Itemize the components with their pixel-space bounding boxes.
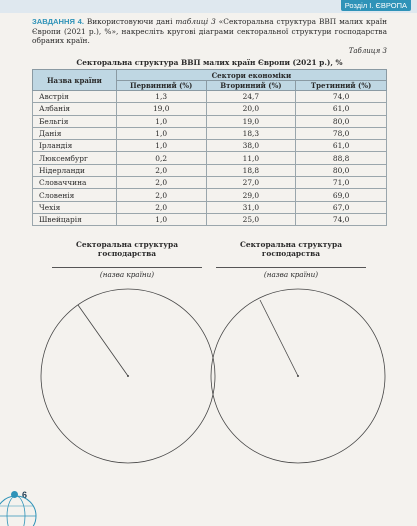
cell-tertiary: 78,0 <box>296 127 387 139</box>
table-row <box>33 164 387 176</box>
cell-country: Словенія <box>33 189 117 201</box>
cell-tertiary: 80,0 <box>296 164 387 176</box>
header-secondary: Вторинний (%) <box>206 81 296 91</box>
chart-title-line2: господарства <box>261 249 321 258</box>
country-name-line[interactable] <box>52 266 202 268</box>
cell-secondary: 27,0 <box>206 177 296 189</box>
cell-tertiary: 61,0 <box>296 103 387 115</box>
table-row <box>33 189 387 201</box>
pie-radius-line <box>260 300 298 376</box>
pie-radius-line <box>78 305 128 376</box>
section-tag: Розділ І. ЄВРОПА <box>341 0 411 11</box>
pie-circle-right[interactable] <box>208 288 388 468</box>
pie-circle-left[interactable] <box>38 288 218 468</box>
cell-primary: 2,0 <box>116 177 206 189</box>
cell-secondary: 11,0 <box>206 152 296 164</box>
pie-center <box>127 375 129 377</box>
cell-country: Бельгія <box>33 115 117 127</box>
cell-secondary: 18,8 <box>206 164 296 176</box>
gdp-structure-table <box>32 69 387 226</box>
cell-tertiary: 80,0 <box>296 115 387 127</box>
task-text-italic: таблиці 3 <box>175 17 216 26</box>
pie-center <box>297 375 299 377</box>
page-number: 6 <box>22 490 28 500</box>
cell-country: Словаччина <box>33 177 117 189</box>
header-sectors: Сектори економіки <box>116 70 386 81</box>
cell-primary: 1,0 <box>116 127 206 139</box>
cell-secondary: 20,0 <box>206 103 296 115</box>
cell-tertiary: 61,0 <box>296 140 387 152</box>
cell-country: Чехія <box>33 201 117 213</box>
task-text-part1: Використовуючи дані <box>83 17 176 26</box>
country-name-line[interactable] <box>216 266 366 268</box>
cell-secondary: 25,0 <box>206 213 296 225</box>
country-name-hint: (назва країни) <box>263 270 319 279</box>
cell-tertiary: 67,0 <box>296 201 387 213</box>
table-row <box>33 201 387 213</box>
cell-secondary: 19,0 <box>206 115 296 127</box>
country-name-hint: (назва країни) <box>99 270 155 279</box>
cell-country: Ірландія <box>33 140 117 152</box>
chart-title-line1: Секторальна структура <box>76 240 178 249</box>
chart-block-right <box>196 240 386 279</box>
cell-primary: 2,0 <box>116 201 206 213</box>
header-primary: Первинний (%) <box>116 81 206 91</box>
chart-title-line1: Секторальна структура <box>240 240 342 249</box>
cell-country: Швейцарія <box>33 213 117 225</box>
cell-tertiary: 74,0 <box>296 91 387 103</box>
globe-icon <box>0 492 40 526</box>
cell-country: Австрія <box>33 91 117 103</box>
cell-primary: 1,0 <box>116 115 206 127</box>
task-label: ЗАВДАННЯ 4. <box>32 17 84 26</box>
chart-title-line2: господарства <box>97 249 157 258</box>
cell-country: Нідерланди <box>33 164 117 176</box>
header-tertiary: Третинний (%) <box>296 81 387 91</box>
cell-primary: 2,0 <box>116 189 206 201</box>
task-text <box>32 17 387 46</box>
table-row <box>33 140 387 152</box>
cell-secondary: 31,0 <box>206 201 296 213</box>
cell-primary: 2,0 <box>116 164 206 176</box>
cell-secondary: 24,7 <box>206 91 296 103</box>
table-row <box>33 115 387 127</box>
table-row <box>33 152 387 164</box>
header-country: Назва країни <box>33 70 117 91</box>
cell-tertiary: 71,0 <box>296 177 387 189</box>
cell-country: Албанія <box>33 103 117 115</box>
chart-block-left <box>32 240 222 279</box>
cell-primary: 19,0 <box>116 103 206 115</box>
table-row <box>33 91 387 103</box>
cell-primary: 1,0 <box>116 213 206 225</box>
table-title: Секторальна структура ВВП малих країн Європи (2021 р.), % <box>76 58 343 67</box>
table-row <box>33 127 387 139</box>
table-row <box>33 103 387 115</box>
cell-primary: 1,0 <box>116 140 206 152</box>
table-row <box>33 177 387 189</box>
table-row <box>33 213 387 225</box>
cell-secondary: 38,0 <box>206 140 296 152</box>
table-number: Таблиця 3 <box>348 47 387 55</box>
cell-tertiary: 88,8 <box>296 152 387 164</box>
cell-country: Люксембург <box>33 152 117 164</box>
cell-country: Данія <box>33 127 117 139</box>
cell-primary: 1,3 <box>116 91 206 103</box>
cell-tertiary: 74,0 <box>296 213 387 225</box>
cell-secondary: 29,0 <box>206 189 296 201</box>
task-text-part2: «Секторальна структура ВВП малих країн Європи (2021 р.), %», накресліть кругові діаграми секторальної структури господарства обраних країн. <box>32 17 388 46</box>
cell-primary: 0,2 <box>116 152 206 164</box>
cell-tertiary: 69,0 <box>296 189 387 201</box>
cell-secondary: 18,3 <box>206 127 296 139</box>
